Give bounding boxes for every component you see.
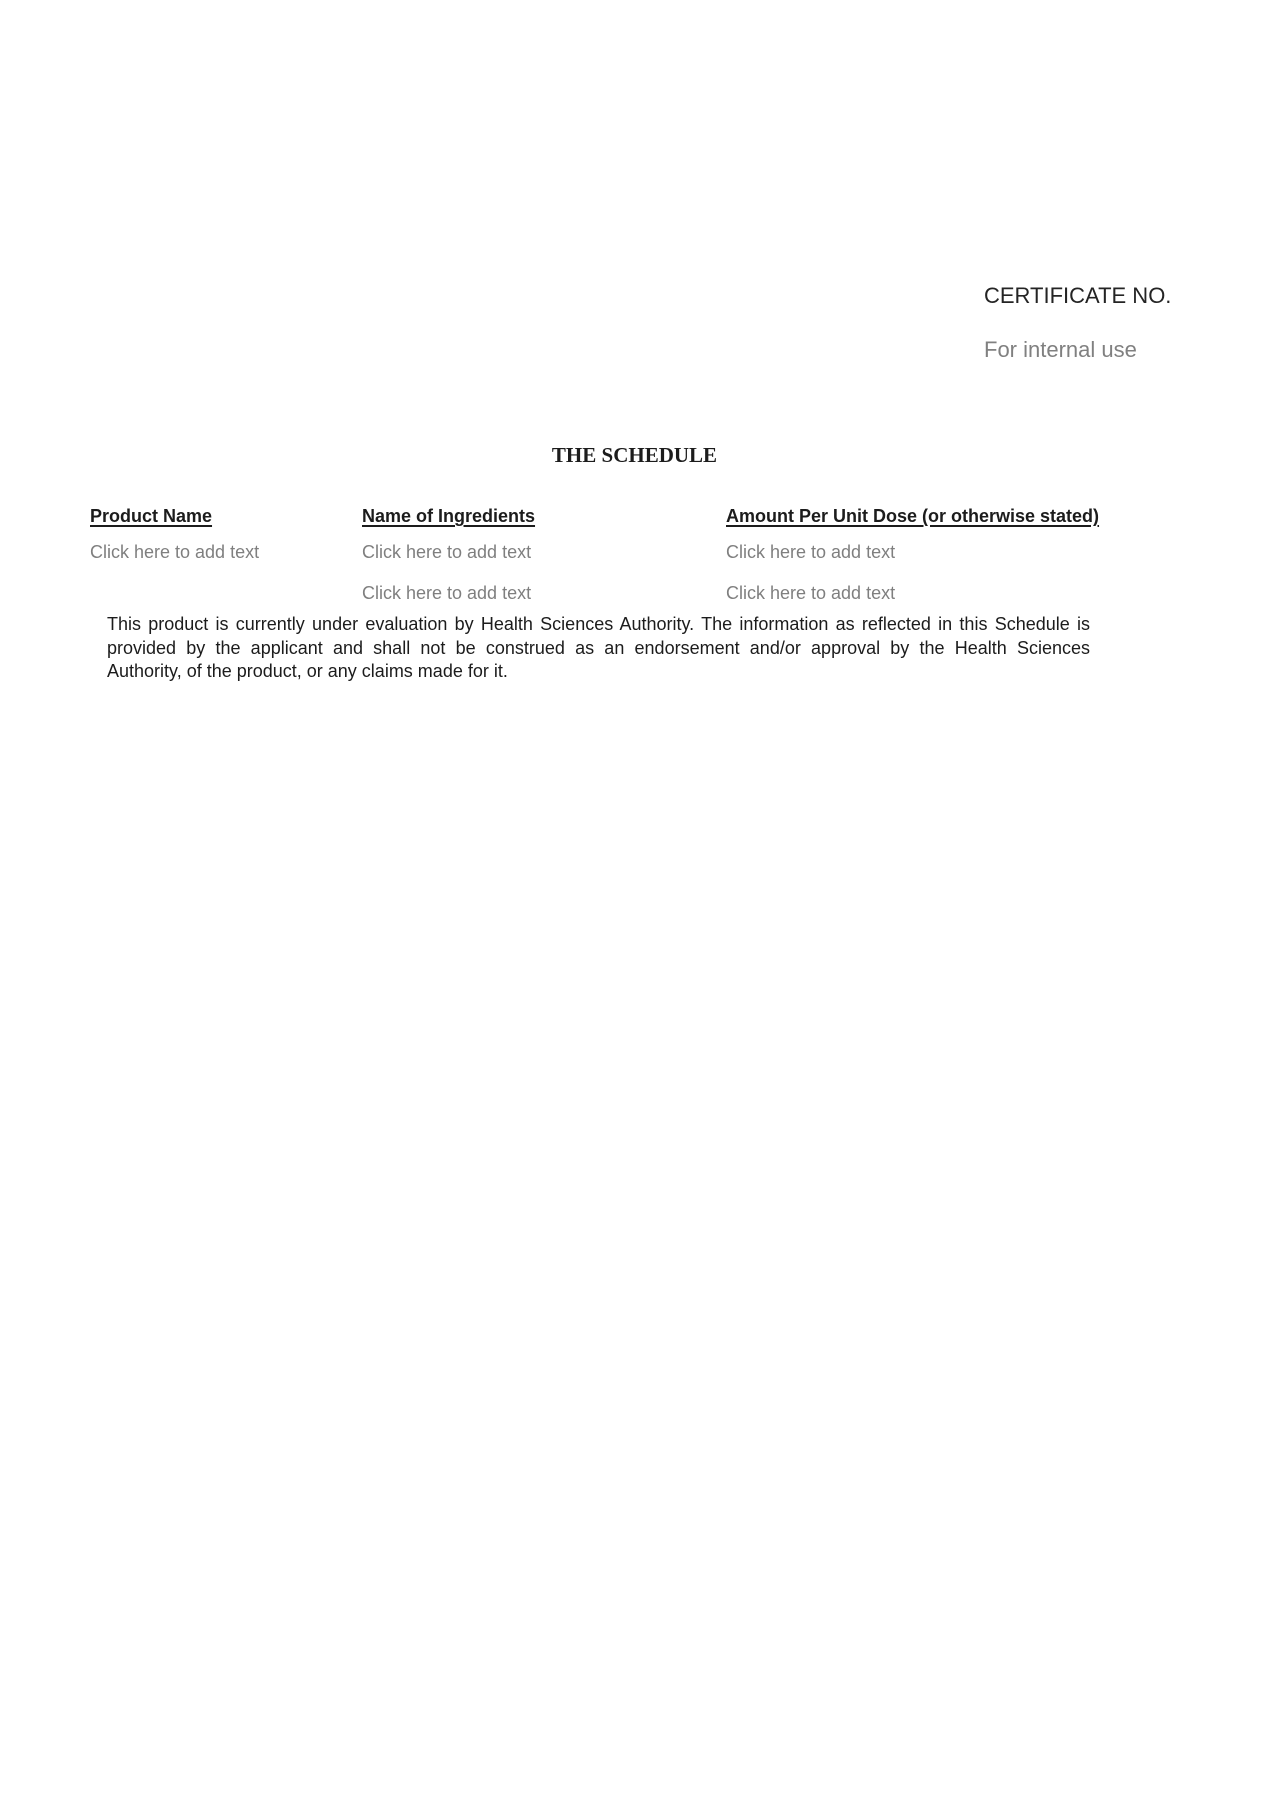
disclaimer-line-2: provided by the applicant and shall not be construed as an endorsement and/or approval by the Health Sciences — [107, 637, 1090, 658]
ingredient-1-placeholder-field[interactable]: Click here to add text — [362, 542, 532, 562]
column-header-name-of-ingredients: Name of Ingredients — [362, 506, 536, 526]
column-product-name — [90, 505, 360, 564]
page-title: THE SCHEDULE — [551, 443, 718, 467]
certificate-no-label: CERTIFICATE NO. — [984, 283, 1172, 308]
product-name-placeholder-field[interactable]: Click here to add text — [90, 542, 260, 562]
column-amount-per-unit-dose — [726, 505, 1121, 605]
evaluation-disclaimer — [107, 613, 1090, 684]
internal-use-note: For internal use — [984, 337, 1137, 362]
column-header-product-name: Product Name — [90, 506, 213, 526]
disclaimer-line-3: Authority, of the product, or any claims made for it. — [107, 661, 508, 681]
column-name-of-ingredients — [362, 505, 722, 605]
amount-1-placeholder-field[interactable]: Click here to add text — [726, 542, 896, 562]
ingredient-2-placeholder-field[interactable]: Click here to add text — [362, 583, 532, 603]
column-header-amount-per-unit-dose: Amount Per Unit Dose (or otherwise stated) — [726, 506, 1100, 526]
disclaimer-line-1: This product is currently under evaluation by Health Sciences Authority. The information as reflected in this Schedule is — [107, 614, 1090, 634]
amount-2-placeholder-field[interactable]: Click here to add text — [726, 583, 896, 603]
